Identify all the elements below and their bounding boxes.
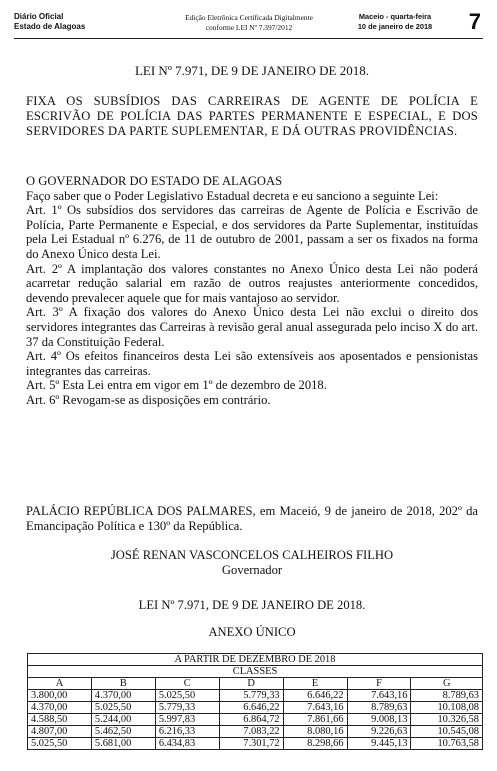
column-header: B <box>91 678 155 690</box>
table-cell: 5.997,83 <box>155 714 219 726</box>
table-body <box>28 690 483 750</box>
table-cell: 6.864,72 <box>219 714 283 726</box>
column-header: C <box>155 678 219 690</box>
signer-name: JOSÉ RENAN VASCONCELOS CALHEIROS FILHO <box>110 548 394 562</box>
table-cell: 5.025,50 <box>91 702 155 714</box>
edition-line-2: conforme LEI Nº 7.397/2012 <box>205 23 293 32</box>
journal-header <box>14 9 483 39</box>
column-header: A <box>28 678 92 690</box>
table-cell: 4.370,00 <box>91 690 155 702</box>
article-2: Art. 2º A implantação dos valores constantes no Anexo Único desta Lei não poderá acarretar redução salarial em razão de outros reajustes anteriormente concedidos, devendo prevalecer aquele que for mais vantajoso ao servidor. <box>26 261 478 305</box>
table-cell: 5.025,50 <box>155 690 219 702</box>
article-4: Art. 4º Os efeitos financeiros desta Lei são extensíveis aos aposentados e pensionistas integrantes das carreiras. <box>26 349 478 378</box>
table-cell: 4.370,00 <box>28 702 92 714</box>
preamble: Faço saber que o Poder Legislativo Estadual decreta e eu sanciono a seguinte Lei: <box>26 188 439 203</box>
table-cell: 10.108,08 <box>411 702 483 714</box>
table-cell: 4.588,50 <box>28 714 92 726</box>
salary-table <box>27 653 483 750</box>
table-cell: 8.298,66 <box>283 738 347 750</box>
table-cell: 10.545,08 <box>411 726 483 738</box>
table-cell: 5.779,33 <box>219 690 283 702</box>
issue-date-line-1: Maceio - quarta-feira <box>358 12 432 21</box>
column-header: D <box>219 678 283 690</box>
law-title: LEI Nº 7.971, DE 9 DE JANEIRO DE 2018. <box>134 63 370 78</box>
issue-date <box>350 12 440 32</box>
column-header: G <box>411 678 483 690</box>
edition-note <box>174 13 324 33</box>
table-cell: 5.779,33 <box>155 702 219 714</box>
journal-name <box>14 12 85 32</box>
closing-paragraph: PALÁCIO REPÚBLICA DOS PALMARES, em Maceió, 9 de janeiro de 2018, 202º da Emancipação Política e 130º da República. <box>26 504 478 533</box>
article-1: Art. 1º Os subsídios dos servidores das carreiras de Agente de Polícia e Escrivão de Polícia, Parte Permanente e Especial, e dos servidores da Parte Suplementar, instituídas pela Lei Estadual nº 6.276, de 11 de outubro de 2001, passam a ser os fixados na forma do Anexo Único desta Lei. <box>26 203 478 261</box>
annex-law-title: LEI Nº 7.971, DE 9 DE JANEIRO DE 2018. <box>138 598 366 612</box>
page-number: 7 <box>468 9 481 34</box>
table-cell: 7.643,16 <box>283 702 347 714</box>
table-classes-header: CLASSES <box>28 666 483 678</box>
table-period-header: A PARTIR DE DEZEMBRO DE 2018 <box>28 654 483 666</box>
table-row <box>28 690 483 702</box>
table-cell: 6.646,22 <box>283 690 347 702</box>
table-cell: 6.434,83 <box>155 738 219 750</box>
table-cell: 8.789,63 <box>347 702 411 714</box>
table-row <box>28 702 483 714</box>
table-cell: 6.216,33 <box>155 726 219 738</box>
annex-title: ANEXO ÚNICO <box>208 625 296 639</box>
law-ementa: FIXA OS SUBSÍDIOS DAS CARREIRAS DE AGENTE DE POLÍCIA E ESCRIVÃO DE POLÍCIA DAS PARTES PERMANENTE E ESPECIAL, E DOS SERVIDORES DA PARTE SUPLEMENTAR, E DÁ OUTRAS PROVIDÊNCIAS. <box>26 94 478 138</box>
table-cell: 7.643,16 <box>347 690 411 702</box>
table-row <box>28 726 483 738</box>
table-cell: 8.080,16 <box>283 726 347 738</box>
table-cell: 6.646,22 <box>219 702 283 714</box>
table-cell: 9.226,63 <box>347 726 411 738</box>
table-cell: 7.301,72 <box>219 738 283 750</box>
article-6: Art. 6º Revogam-se as disposições em contrário. <box>26 392 271 407</box>
article-3: Art. 3º A fixação dos valores do Anexo Único desta Lei não exclui o direito dos servidores integrantes das Carreiras à revisão geral anual assegurada pelo inciso X do art. 37 da Constituição Federal. <box>26 305 478 349</box>
table-cell: 5.681,00 <box>91 738 155 750</box>
journal-state: Estado de Alagoas <box>14 22 86 31</box>
law-body <box>26 174 478 408</box>
column-header: E <box>283 678 347 690</box>
column-header: F <box>347 678 411 690</box>
governor-heading: O GOVERNADOR DO ESTADO DE ALAGOAS <box>26 174 283 188</box>
issue-date-line-2: 10 de janeiro de 2018 <box>357 22 433 31</box>
table-cell: 5.462,50 <box>91 726 155 738</box>
table-cell: 5.025,50 <box>28 738 92 750</box>
table-cell: 7.861,66 <box>283 714 347 726</box>
table-cell: 7.083,22 <box>219 726 283 738</box>
table-cell: 4.807,00 <box>28 726 92 738</box>
table-column-headers <box>28 678 483 690</box>
table-row <box>28 738 483 750</box>
signer-role: Governador <box>221 563 283 577</box>
table-row <box>28 714 483 726</box>
journal-title: Diário Oficial <box>14 12 64 21</box>
table-cell: 9.445,13 <box>347 738 411 750</box>
edition-line-1: Edição Eletrônica Certificada Digitalmente <box>185 13 313 22</box>
table-cell: 10.326,58 <box>411 714 483 726</box>
table-cell: 10.763,58 <box>411 738 483 750</box>
table-cell: 9.008,13 <box>347 714 411 726</box>
table-cell: 5.244,00 <box>91 714 155 726</box>
table-cell: 8.789,63 <box>411 690 483 702</box>
table-cell: 3.800,00 <box>28 690 92 702</box>
article-5: Art. 5º Esta Lei entra em vigor em 1º de dezembro de 2018. <box>26 378 327 393</box>
